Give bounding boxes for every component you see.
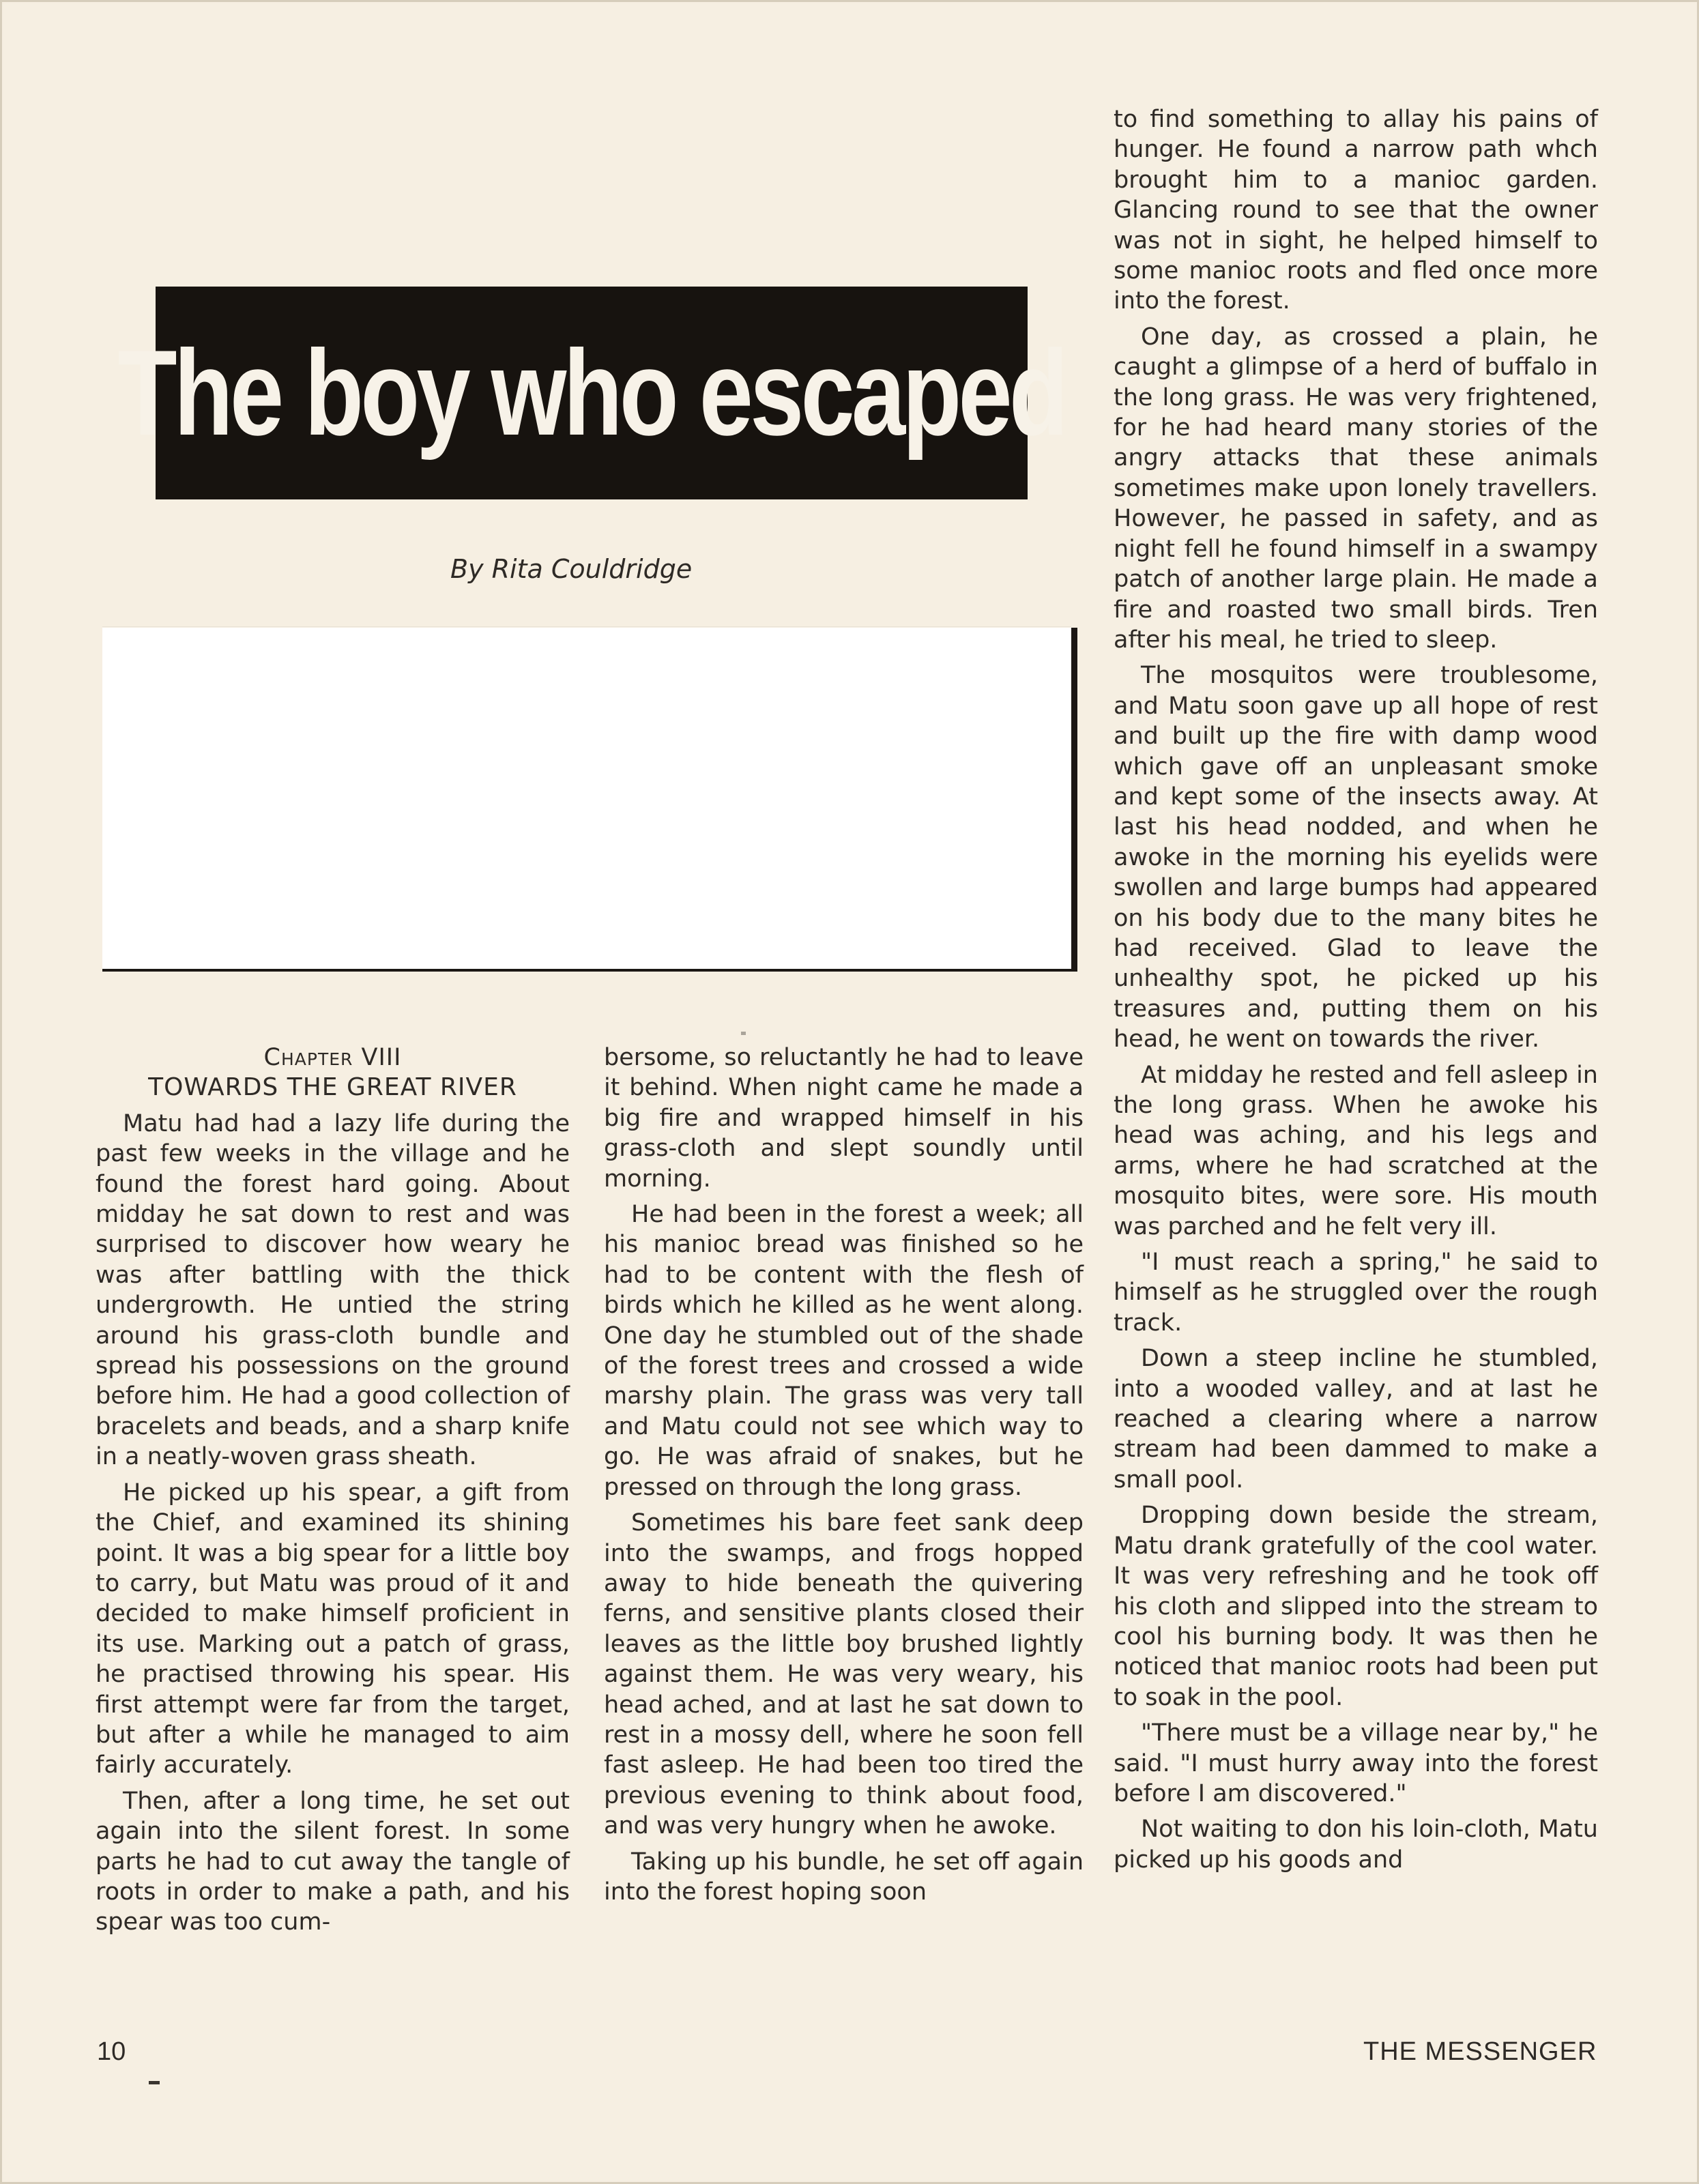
paragraph: Dropping down beside the stream, Matu drank gratefully of the cool water. It was very refreshing and he took off his cloth and slipped into the stream to cool his burning body. It was then he noticed that manioc roots had been put to soak in the pool. bbox=[1114, 1502, 1598, 1711]
paragraph: Matu had had a lazy life during the past few weeks in the village and he found the forest hard going. About midday he sat down to rest and was surprised to discover how weary he was after battling with the thick undergrowth. He untied the string around his grass-cloth bundle and spread his possessions on the ground before him. He had a good collection of bracelets and beads, and a sharp knife in a neatly-woven grass sheath. bbox=[96, 1109, 570, 1471]
paragraph: "There must be a village near by," he said. "I must hurry away into the forest before I am discovered." bbox=[1114, 1719, 1598, 1807]
print-speck bbox=[149, 2081, 160, 2084]
page-number: 10 bbox=[97, 2037, 126, 2066]
magazine-name: THE MESSENGER bbox=[1363, 2037, 1597, 2066]
paragraph: "I must reach a spring," he said to himself as he struggled over the rough track. bbox=[1114, 1249, 1598, 1337]
paragraph: One day, as crossed a plain, he caught a glimpse of a herd of buffalo in the long grass. He was very frightened, for he had heard many stories of the angry attacks that these animals sometimes make upon lonely travellers. However, he passed in safety, and as night fell he found himself in a swampy patch of another large plain. He made a fire and roasted two small birds. Tren after his meal, he tried to sleep. bbox=[1114, 323, 1598, 654]
paragraph: Not waiting to don his loin-cloth, Matu picked up his goods and bbox=[1114, 1816, 1598, 1874]
paragraph: Sometimes his bare feet sank deep into the swamps, and frogs hopped away to hide beneath the quivering ferns, and sensitive plants closed their leaves as the little boy brushed lightly against them. He was very weary, his head ached, and at last he sat down to rest in a mossy dell, where he soon fell fast asleep. He had been too tired the previous evening to think about food, and was very hungry when he awoke. bbox=[604, 1509, 1084, 1840]
photo-edge bbox=[102, 626, 1071, 627]
text-column-2 bbox=[604, 1043, 1084, 1912]
paragraph: bersome, so reluctantly he had to leave it behind. When night came he made a big fire and wrapped himself in his grass-cloth and slept soundly until morning. bbox=[604, 1044, 1084, 1193]
chapter-number: Chapter VIII bbox=[263, 1044, 402, 1071]
paragraph: to find something to allay his pains of hunger. He found a narrow path whch brought him to a manioc garden. Glancing round to see that the owner was not in sight, he helped himself to some manioc roots and fled once more into the forest. bbox=[1114, 106, 1598, 315]
title-banner bbox=[117, 287, 1066, 499]
text-column-3 bbox=[1114, 104, 1598, 1880]
article-title: The boy who escaped bbox=[117, 325, 1066, 461]
byline: By Rita Couldridge bbox=[450, 554, 693, 584]
illustration-placeholder bbox=[102, 628, 1077, 972]
text-column-1 bbox=[96, 1043, 570, 1943]
paragraph: He had been in the forest a week; all his manioc bread was finished so he had to be content with the flesh of birds which he killed as he went along. One day he stumbled out of the shade of the forest trees and crossed a wide marshy plain. The grass was very tall and Matu could not see which way to go. He was afraid of snakes, but he pressed on through the long grass. bbox=[604, 1201, 1084, 1501]
print-speck bbox=[741, 1032, 746, 1035]
paragraph: Down a steep incline he stumbled, into a wooded valley, and at last he reached a clearing where a narrow stream had been dammed to make a small pool. bbox=[1114, 1345, 1598, 1494]
paragraph: Taking up his bundle, he set off again into the forest hoping soon bbox=[604, 1848, 1084, 1906]
paragraph: Then, after a long time, he set out again into the silent forest. In some parts he had to cut away the tangle of roots in order to make a path, and his spear was too cum- bbox=[96, 1787, 570, 1936]
chapter-title: TOWARDS THE GREAT RIVER bbox=[148, 1073, 517, 1102]
paragraph: The mosquitos were troublesome, and Matu soon gave up all hope of rest and built up the fire with damp wood which gave off an unpleasant smoke and kept some of the insects away. At last his head nodded, and when he awoke in the morning his eyelids were swollen and large bumps had appeared on his body due to the many bites he had received. Glad to leave the unhealthy spot, he picked up his treasures and, putting them on his head, he went on towards the river. bbox=[1114, 662, 1598, 1053]
paragraph: He picked up his spear, a gift from the Chief, and examined its shining point. It was a big spear for a little boy to carry, but Matu was proud of it and decided to make himself proficient in its use. Marking out a patch of grass, he practised throwing his spear. His first attempt were far from the target, but after a while he managed to aim fairly accurately. bbox=[96, 1479, 570, 1779]
paragraph: At midday he rested and fell asleep in the long grass. When he awoke his head was aching, and his legs and arms, where he had scratched at the mosquito bites, were sore. His mouth was parched and he felt very ill. bbox=[1114, 1061, 1598, 1240]
